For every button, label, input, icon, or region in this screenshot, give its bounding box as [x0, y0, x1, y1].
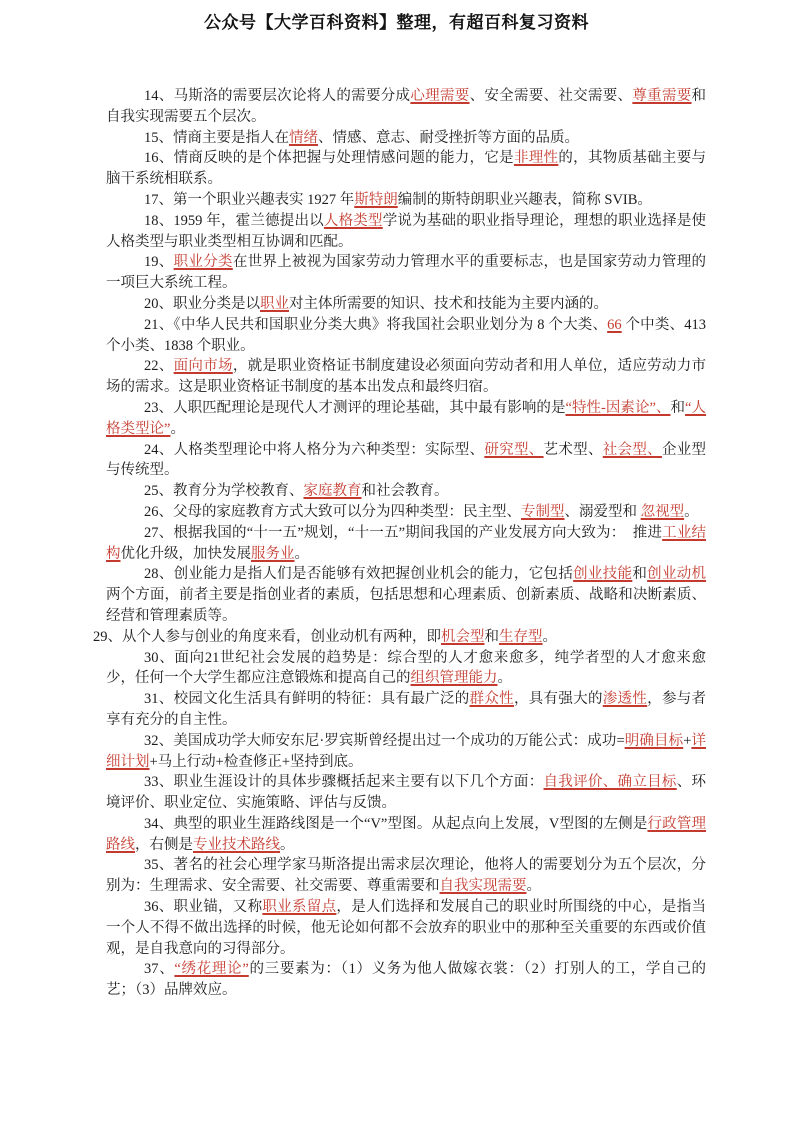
text-run: 。 — [497, 670, 512, 687]
highlighted-term: “特性-因素论”、 — [565, 399, 671, 416]
highlighted-term: 自我实现需要 — [439, 878, 527, 895]
text-run: 。 — [542, 628, 557, 645]
item-27 — [106, 523, 706, 565]
text-run: 。 — [280, 836, 295, 853]
highlighted-term: “绣花理论” — [174, 961, 249, 978]
highlighted-term: 66 — [607, 316, 622, 333]
text-run: 编制的斯特朗职业兴趣表，简称 SVIB。 — [397, 191, 652, 208]
highlighted-term: 专制型 — [521, 503, 565, 520]
text-run: 28、创业能力是指人们是否能够有效把握创业机会的能力，它包括 — [144, 566, 574, 583]
item-21 — [106, 315, 706, 357]
text-run: ，具有强大的 — [513, 691, 603, 708]
highlighted-term: 心理需要 — [410, 88, 470, 104]
text-run: 21、《中华人民共和国职业分类大典》将我国社会职业划分为 8 个大类、 — [144, 316, 608, 333]
text-run: 、安全需要、社交需要、 — [469, 88, 633, 104]
highlighted-term: 职业分类 — [173, 254, 233, 271]
text-run: 的三要素为：（1）义务为他人做嫁衣裳：（2）打别人的工，学自己的艺；（3）品牌效应。 — [106, 961, 707, 999]
text-run: 和社会教育。 — [361, 483, 449, 500]
text-run: 。 — [526, 878, 541, 895]
text-run: 19、 — [144, 254, 174, 271]
text-run: 31、校园文化生活具有鲜明的特征：具有最广泛的 — [144, 691, 470, 708]
item-34 — [106, 814, 706, 856]
text-run: 、环境评价、职业定位、实施策略、评估与反馈。 — [106, 774, 707, 812]
item-18 — [106, 211, 706, 253]
text-run: 、溺爱型和 — [564, 503, 641, 520]
text-run: 20、职业分类是以 — [144, 295, 260, 312]
text-run: 36、职业锚，又称 — [144, 899, 263, 916]
text-run: 37、 — [144, 961, 175, 978]
text-run: 。 — [684, 503, 699, 520]
highlighted-term: 群众性 — [469, 691, 514, 708]
item-25 — [106, 481, 706, 502]
text-run: 和 — [670, 399, 686, 416]
highlighted-term: 专业技术路线 — [193, 836, 280, 853]
item-23 — [106, 398, 706, 440]
item-19 — [106, 252, 706, 294]
text-run: 29、从个人参与创业的角度来看，创业动机有两种，即 — [93, 628, 441, 645]
highlighted-term: 服务业 — [251, 545, 295, 562]
text-run: 27、根据我国的“十一五”规划，“十一五”期间我国的产业发展方向大致为： 推进 — [144, 524, 663, 541]
item-33 — [106, 772, 706, 814]
highlighted-term: 工业结构 — [106, 524, 706, 562]
text-run: ，右侧是 — [135, 836, 193, 853]
text-run: + — [683, 732, 692, 749]
text-run: ，就是职业资格证书制度建设必须面向劳动者和用人单位，适应劳动力市场的需求。这是职业资格证书制度的基本出发点和最终归宿。 — [106, 358, 707, 396]
item-32 — [106, 731, 706, 773]
text-run: 26、父母的家庭教育方式大致可以分为四种类型：民主型、 — [144, 503, 521, 520]
item-24 — [106, 440, 706, 482]
highlighted-term: 详细计划 — [106, 732, 707, 770]
highlighted-term: 人格类型 — [323, 212, 383, 229]
text-run: 35、著名的社会心理学家马斯洛提出需求层次理论，他将人的需要划分为五个层次，分别为：生理需求、安全需要、社交需要、尊重需要和 — [106, 857, 706, 895]
highlighted-term: 研究型、 — [484, 441, 544, 458]
highlighted-term: 尊重需要 — [632, 88, 692, 104]
highlighted-term: 生存型 — [499, 628, 543, 645]
highlighted-term: 职业 — [260, 295, 289, 312]
item-35 — [106, 855, 706, 897]
item-20 — [106, 294, 706, 315]
text-run: ，是人们选择和发展自己的职业时所围绕的中心，是指当一个人不得不做出选择的时候，他无论如何都不会放弃的职业中的那种至关重要的东西或价值观，是自我意向的习得部分。 — [106, 899, 707, 957]
text-run: +马上行动+检查修正+坚持到底。 — [149, 753, 363, 770]
highlighted-term: 斯特朗 — [354, 191, 398, 208]
highlighted-term: 组织管理能力 — [410, 670, 498, 687]
text-run: 18、1959 年，霍兰德提出以 — [144, 212, 324, 229]
highlighted-term: 创业技能 — [573, 566, 633, 583]
item-15 — [106, 128, 706, 149]
text-run: 和 — [632, 566, 648, 583]
text-run: 。 — [294, 545, 309, 562]
item-28 — [106, 564, 706, 626]
highlighted-term: 行政管理路线 — [106, 815, 707, 853]
text-run: 和 — [484, 628, 499, 645]
text-run: 32、美国成功学大师安东尼·罗宾斯曾经提出过一个成功的万能公式：成功= — [144, 732, 625, 749]
text-run: 个中类、413 个小类、1838 个职业。 — [106, 316, 707, 354]
highlighted-term: 明确目标 — [624, 732, 684, 749]
highlighted-term: 渗透性 — [602, 691, 648, 708]
text-run: 16、情商反映的是个体把握与处理情感问题的能力，它是 — [144, 150, 514, 167]
text-run: 和自我实现需要五个层次。 — [106, 88, 707, 125]
item-37 — [106, 959, 706, 1001]
text-run: 、情感、意志、耐受挫折等方面的品质。 — [318, 129, 579, 146]
text-run: 优化升级，加快发展 — [120, 545, 251, 562]
highlighted-term: 自我评价、确立目标 — [543, 774, 677, 791]
page-header-title: 公众号【大学百科资料】整理，有超百科复习资料 — [204, 13, 589, 32]
item-17 — [106, 190, 706, 211]
text-run: 艺术型、 — [543, 441, 603, 458]
highlighted-term: 机会型 — [441, 628, 485, 645]
highlighted-term: 职业系留点 — [262, 899, 337, 916]
highlighted-term: 社会型、 — [602, 441, 662, 458]
highlighted-term: “人格类型论” — [106, 399, 707, 437]
item-14 — [106, 86, 706, 128]
item-29 — [93, 627, 736, 648]
highlighted-term: 非理性 — [513, 150, 559, 167]
highlighted-term: 忽视型 — [640, 503, 685, 520]
item-30 — [106, 648, 706, 690]
text-run: 的，其物质基础主要与脑干系统相联系。 — [106, 150, 707, 188]
text-run: 33、职业生涯设计的具体步骤概括起来主要有以下几个方面： — [144, 774, 544, 791]
highlighted-term: 家庭教育 — [303, 483, 362, 500]
text-run: 两个方面，前者主要是指创业者的素质，包括思想和心理素质、创新素质、战略和决断素质、经营和管理素质等。 — [106, 587, 706, 624]
item-22 — [106, 356, 706, 398]
text-run: 22、 — [144, 358, 174, 375]
document-body — [93, 86, 707, 1001]
text-run: 14、马斯洛的需要层次论将人的需要分成 — [144, 88, 411, 104]
text-run: 企业型与传统型。 — [106, 441, 707, 479]
highlighted-term: 创业动机 — [647, 566, 707, 583]
item-26 — [106, 502, 706, 523]
text-run: 30、面向21世纪社会发展的趋势是：综合型的人才愈来愈多，纯学者型的人才愈来愈少，任何一个大学生都应注意锻炼和提高自己的 — [106, 649, 706, 687]
highlighted-term: 面向市场 — [173, 358, 233, 375]
item-31 — [106, 689, 706, 731]
text-run: 在世界上被视为国家劳动力管理水平的重要标志，也是国家劳动力管理的一项巨大系统工程。 — [106, 254, 707, 292]
text-run: ，参与者享有充分的自主性。 — [106, 691, 707, 728]
text-run: 25、教育分为学校教育、 — [144, 483, 304, 500]
item-16 — [106, 148, 706, 190]
text-run: 15、情商主要是指人在 — [144, 129, 289, 146]
text-run: 34、典型的职业生涯路线图是一个“V”型图。从起点向上发展，V型图的左侧是 — [144, 815, 648, 832]
highlighted-term: 情绪 — [289, 129, 318, 146]
text-run: 23、人职匹配理论是现代人才测评的理论基础，其中最有影响的是 — [144, 399, 566, 416]
text-run: 。 — [170, 420, 185, 437]
text-run: 17、第一个职业兴趣表实 1927 年 — [144, 191, 355, 208]
text-run: 24、人格类型理论中将人格分为六种类型：实际型、 — [144, 441, 485, 458]
text-run: 学说为基础的职业指导理论，理想的职业选择是使人格类型与职业类型相互协调和匹配。 — [106, 212, 707, 250]
item-36 — [106, 897, 706, 959]
text-run: 对主体所需要的知识、技术和技能为主要内涵的。 — [289, 295, 608, 312]
